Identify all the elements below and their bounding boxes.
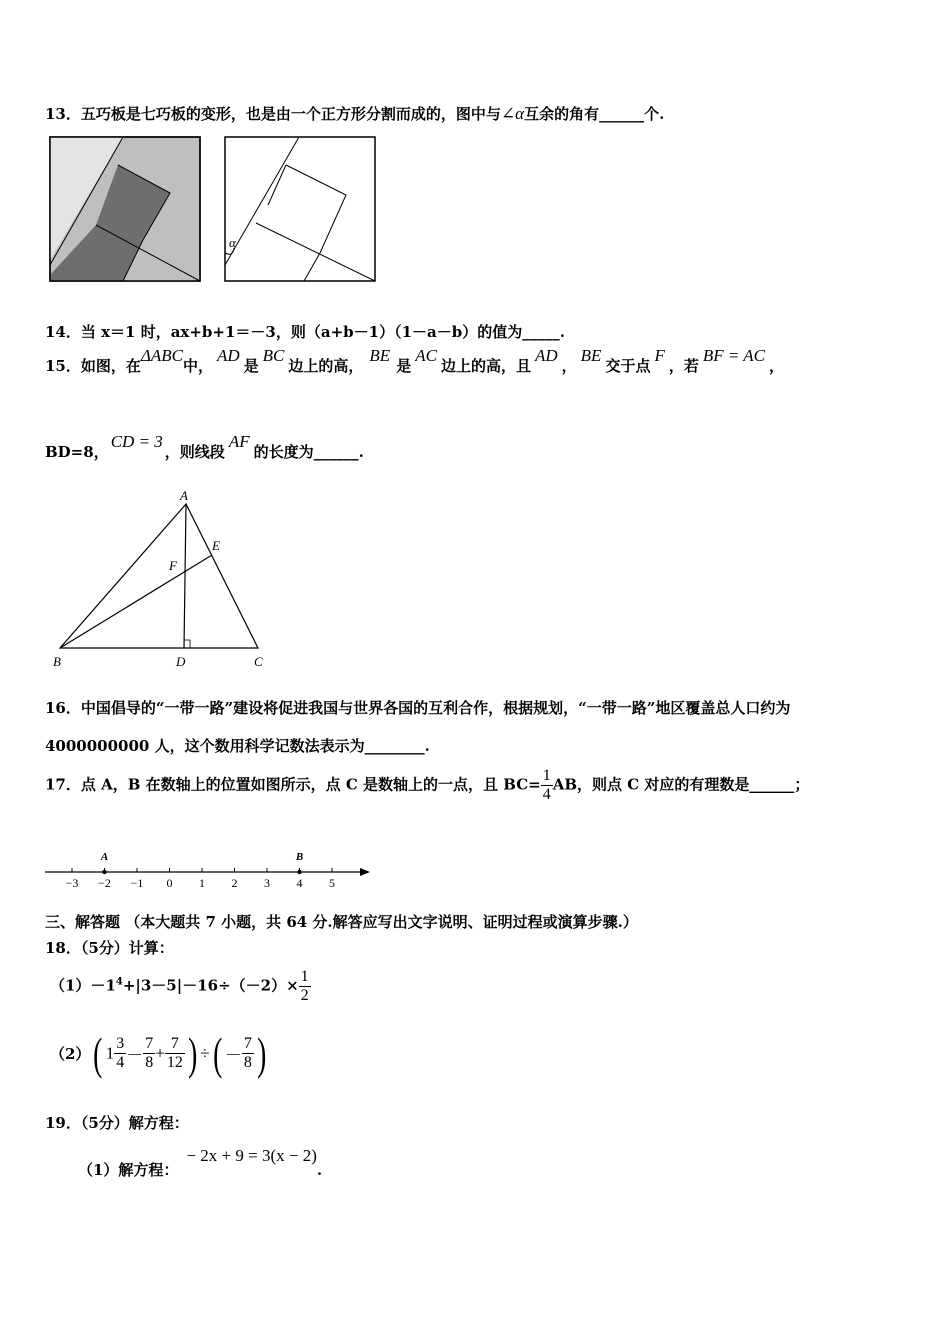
- q18-p1-expr-b: +|3－5|－16÷（－2）×: [122, 976, 299, 995]
- f1-den: 4: [116, 1054, 125, 1071]
- tick-label: −2: [98, 876, 111, 890]
- q16-line1: 16．中国倡导的“一带一路”建设将促进我国与世界各国的互利合作，根据规划，“一带一路”地区覆盖总人口约为: [45, 699, 791, 717]
- q15-l1-b: 中，: [182, 357, 213, 375]
- f2-num: 7: [145, 1035, 154, 1052]
- q19-p1-label: （1）解方程：: [78, 1161, 179, 1179]
- q17-fraction: [541, 767, 553, 804]
- q19-p1-expr: − 2x + 9 = 3(x − 2): [186, 1146, 317, 1165]
- f1-num: 3: [116, 1035, 125, 1052]
- label-f: F: [169, 558, 177, 573]
- tick-label: −1: [130, 876, 144, 890]
- q18-p1-label: （1）: [50, 976, 91, 995]
- q17-frac-den: 4: [542, 786, 551, 803]
- label-e: E: [212, 538, 220, 553]
- section3-title: 三、解答题 （本大题共 7 小题，共 64 分.解答应写出文字说明、证明过程或演算步骤.）: [45, 913, 638, 931]
- point-b-label: B: [295, 851, 304, 863]
- q15-l1-c: 是: [243, 357, 259, 375]
- q18-p2-div: ÷: [200, 1043, 210, 1063]
- q18-part2: [50, 1027, 269, 1080]
- q15-l2-b: ，则线段: [164, 443, 225, 461]
- seg-be: BE: [369, 346, 391, 365]
- q18-p2-plus: +: [155, 1043, 165, 1063]
- q19-title: 19．（5分）解方程：: [45, 1114, 189, 1132]
- q15-comma: ，: [561, 357, 577, 375]
- number-line: [40, 846, 380, 892]
- q17-text: [45, 767, 809, 804]
- q15-line2: [45, 432, 364, 462]
- point-b-dot: [297, 870, 301, 874]
- q14-text: 14．当 x＝1 时，ax+b+1＝－3，则（a+b－1）（1－a－b）的值为_____.: [45, 323, 565, 341]
- q13-text-a: 13．五巧板是七巧板的变形，也是由一个正方形分割而成的，图中与: [45, 105, 501, 123]
- q18-p2-frac3: [165, 1035, 185, 1072]
- q13-figures: [48, 135, 378, 285]
- q13-angle: ∠α: [500, 104, 525, 123]
- tick-label: 3: [264, 876, 270, 890]
- q18-p2-frac2: [143, 1035, 155, 1072]
- q15-l2-c: 的长度为______.: [253, 443, 364, 461]
- tick-label: 4: [296, 876, 303, 890]
- q18-part1: [50, 968, 311, 1005]
- q18-p2-whole: 1: [105, 1043, 115, 1063]
- label-d: D: [176, 654, 186, 669]
- eq-bf-ac: BF = AC: [702, 346, 766, 365]
- right-paren-2: ): [256, 1028, 267, 1079]
- q15-l1-a: 15．如图，在: [45, 357, 141, 375]
- eq-cd: CD = 3: [110, 432, 163, 451]
- f2-den: 8: [145, 1054, 154, 1071]
- seg-be-2: BE: [580, 346, 602, 365]
- q15-l1-g: 交于点: [605, 357, 651, 375]
- label-c: C: [254, 654, 263, 669]
- q13-text: [45, 103, 664, 124]
- q13-text-b: 互余的角有______个.: [524, 105, 665, 123]
- q17-text-a: 17．点 A，B 在数轴上的位置如图所示，点 C 是数轴上的一点，且 BC=: [45, 775, 541, 794]
- label-a: A: [180, 488, 188, 503]
- q19-p1-end: .: [316, 1161, 323, 1179]
- q17-text-b: AB，则点 C 对应的有理数是______；: [552, 775, 810, 794]
- q15-triangle-figure: [50, 488, 280, 670]
- q18-p2-minus: －: [126, 1046, 144, 1065]
- q19-part1: [78, 1145, 323, 1179]
- q16-line2: 4000000000 人，这个数用科学记数法表示为________.: [45, 737, 430, 755]
- f3-den: 12: [166, 1054, 183, 1071]
- f4-num: 7: [243, 1035, 252, 1052]
- q15-l1-h: ，若: [668, 357, 699, 375]
- tick-label: 0: [166, 876, 173, 890]
- left-paren: (: [93, 1028, 103, 1079]
- triangle-abc: ΔABC: [140, 346, 183, 365]
- seg-af: AF: [228, 432, 250, 451]
- f3-num: 7: [165, 1035, 185, 1054]
- q15-l1-f: 边上的高，且: [440, 357, 531, 375]
- seg-bc: BC: [262, 346, 285, 365]
- q18-p1-fraction: [299, 968, 311, 1005]
- left-paren-2: (: [212, 1028, 222, 1079]
- tick-label: −3: [65, 876, 79, 890]
- q18-p1-expr-a: －1: [90, 976, 116, 995]
- q18-p1-num: 1: [300, 968, 309, 985]
- point-f: F: [654, 346, 665, 365]
- q18-p1-den: 2: [300, 987, 309, 1004]
- seg-ac: AC: [415, 346, 437, 365]
- q18-p2-neg: －: [224, 1046, 242, 1065]
- q15-l1-d: 边上的高，: [288, 357, 364, 375]
- q18-title: 18．（5分）计算：: [45, 939, 174, 957]
- right-paren: ): [187, 1028, 198, 1079]
- seg-ad: AD: [216, 346, 240, 365]
- q13-figure-shaded: [50, 137, 200, 281]
- point-a-dot: [102, 870, 106, 874]
- q18-p2-label: （2）: [50, 1045, 91, 1063]
- q18-p2-frac1: [114, 1035, 126, 1072]
- q13-figure-outline: [225, 137, 375, 281]
- tick-label: 2: [231, 876, 238, 890]
- tick-label: 5: [329, 876, 335, 890]
- point-a-label: A: [100, 851, 109, 863]
- q17-frac-num: 1: [542, 767, 551, 784]
- q15-l2-a: BD=8，: [45, 443, 109, 461]
- tick-label: 1: [199, 876, 205, 890]
- q15-l1-e: 是: [396, 357, 412, 375]
- f4-den: 8: [243, 1054, 252, 1071]
- seg-ad-2: AD: [534, 346, 558, 365]
- label-b: B: [53, 654, 61, 669]
- q18-p1-sup: 4: [115, 976, 123, 988]
- q15-l1-i: ，: [769, 357, 785, 375]
- alpha-label: α: [229, 235, 236, 250]
- q15-line1: [45, 346, 785, 376]
- q18-p2-frac4: [242, 1035, 254, 1072]
